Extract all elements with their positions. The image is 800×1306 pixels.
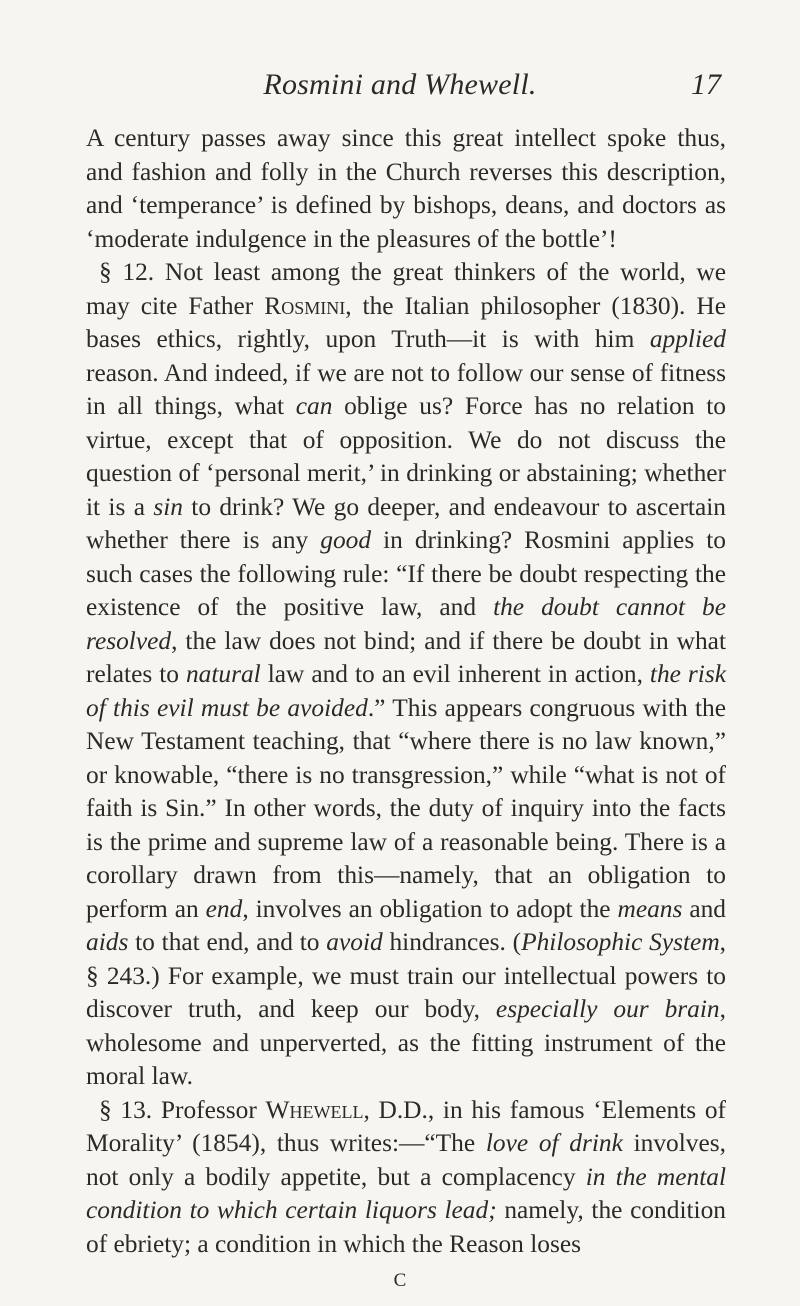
italic-text: Philosophic System <box>521 928 720 956</box>
text-run: to that end, and to <box>128 928 327 956</box>
italic-text: sin <box>153 492 183 521</box>
text-run: .” This appears congruous with the New Testament teaching, that “where there is no law known,” or knowable, “there is no transgression,” while “what is not of faith is Sin.” In other words, the duty of inquiry into the facts is the prime and supreme law of a reasonable being. There is a corollary drawn from this—namely, that an obligation to perform an <box>86 693 726 923</box>
signature-mark: C <box>393 1270 407 1291</box>
text-run: § 12. Not least among the great thinkers of the world, we may cite Father <box>86 258 726 320</box>
text-run: namely, the condition of ebriety; a condition in which the Reason loses <box>86 1196 726 1258</box>
text-run: and <box>682 894 727 923</box>
text-run: in drinking? Rosmini applies to such cases the following rule: “If there be doubt respecting the existence of the positive law, and <box>86 526 726 621</box>
italic-text: the risk of this evil must be avoided <box>86 660 726 722</box>
italic-text: especially our brain <box>495 995 720 1023</box>
text-run: § 13. Professor <box>99 1095 266 1124</box>
italic-text: the doubt cannot be resolved <box>86 593 726 655</box>
running-title: Rosmini and Whewell. <box>263 68 537 101</box>
page-header <box>0 68 800 118</box>
text-run: A century passes away since this great intellect spoke thus, and fashion and folly in the Church reverses this description, and ‘temperance’ is defined by bishops, deans, and doctors as ‘moderate indulgence in the pleasures of the bottle’! <box>86 124 726 253</box>
text-run: , involves an obligation to adopt the <box>242 894 618 923</box>
paragraph-1 <box>86 122 726 256</box>
italic-text: applied <box>649 325 726 353</box>
body-text <box>86 122 726 1261</box>
italic-text: means <box>617 894 683 923</box>
text-run: reason. And indeed, if we are not to follow our sense of fitness in all things, what <box>86 358 726 420</box>
page-number: 17 <box>691 68 721 101</box>
author-name-whewell: Whewell <box>265 1095 364 1124</box>
text-run: , § 243.) For example, we must train our intellectual powers to discover truth, and keep our body, <box>86 928 727 1023</box>
text-run: oblige us? Force has no relation to virtue, except that of opposition. We do not discuss the question of ‘personal merit,’ in drinking or abstaining; whether it is a <box>86 392 726 521</box>
text-run: involves, not only a bodily appetite, but a complacency <box>86 1129 726 1191</box>
text-run: , wholesome and unperverted, as the fitting instrument of the moral law. <box>86 995 726 1090</box>
paragraph-section-13 <box>86 1094 726 1262</box>
text-run: , the law does not bind; and if there be doubt in what relates to <box>86 626 726 688</box>
text-run: , D.D., in his famous ‘Elements of Morality’ (1854), thus writes:—“The <box>86 1095 727 1157</box>
text-run: , the Italian philosopher (1830). He bases ethics, rightly, upon Truth—it is with him <box>86 291 726 353</box>
text-run: hindrances. ( <box>382 928 522 956</box>
author-name-rosmini: Rosmini <box>264 291 346 320</box>
italic-text: love of drink <box>485 1129 623 1157</box>
text-run: to drink? We go deeper, and endeavour to ascertain whether there is any <box>86 492 727 554</box>
paragraph-section-12 <box>86 256 726 1094</box>
text-run: law and to an evil inherent in action, <box>260 660 650 688</box>
italic-text: can <box>295 392 333 420</box>
italic-text: avoid <box>326 928 383 956</box>
italic-text: in the mental condition to which certain liquors lead; <box>86 1162 726 1224</box>
italic-text: aids <box>86 928 129 956</box>
italic-text: natural <box>185 660 261 688</box>
italic-text: end <box>205 894 243 923</box>
italic-text: good <box>320 526 372 554</box>
